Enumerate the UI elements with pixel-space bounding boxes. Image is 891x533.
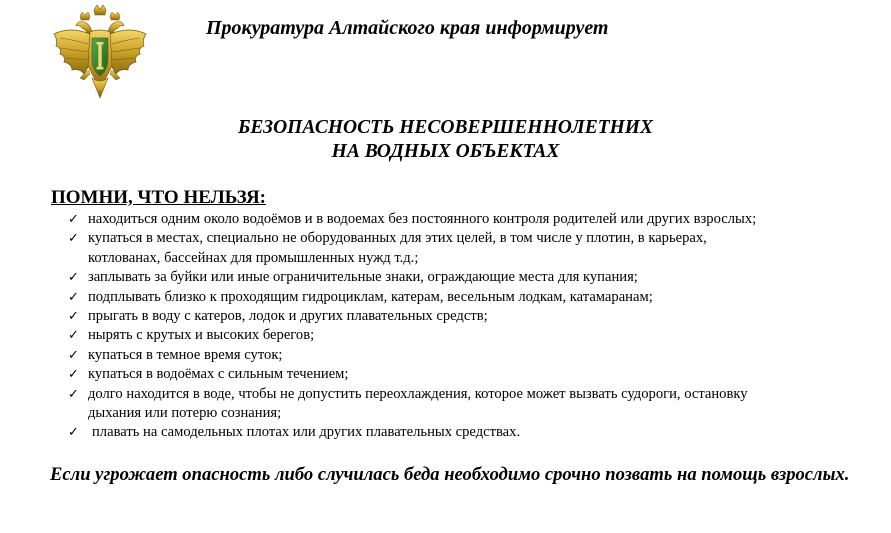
list-item-text: купаться в темное время суток; bbox=[88, 346, 283, 363]
checkmark-icon: ✓ bbox=[68, 328, 79, 344]
checkmark-icon: ✓ bbox=[68, 425, 79, 441]
header-title: Прокуратура Алтайского края информирует bbox=[206, 17, 609, 39]
checkmark-icon: ✓ bbox=[68, 347, 79, 363]
list-item-text-continued: дыхания или потерю сознания; bbox=[88, 405, 282, 422]
footer-note: Если угрожает опасность либо случилась беда необходимо срочно позвать на помощь взрослых. bbox=[50, 464, 850, 485]
list-item-text-continued: котлованах, бассейнах для промышленных нужд т.д.; bbox=[88, 249, 419, 266]
list-item-text: прыгать в воду с катеров, лодок и других плавательных средств; bbox=[88, 308, 488, 325]
section-heading: ПОМНИ, ЧТО НЕЛЬЗЯ: bbox=[51, 187, 266, 208]
checkmark-icon: ✓ bbox=[68, 231, 79, 247]
list-item bbox=[68, 423, 888, 442]
list-item-text: долго находится в воде, чтобы не допустить переохлаждения, которое может вызвать судороги, остановку bbox=[88, 385, 748, 402]
list-item bbox=[68, 365, 888, 384]
list-item bbox=[68, 268, 888, 287]
list-item bbox=[68, 346, 888, 365]
checkmark-icon: ✓ bbox=[68, 270, 79, 286]
checkmark-icon: ✓ bbox=[68, 212, 79, 227]
list-item bbox=[68, 385, 888, 424]
list-item-text: купаться в местах, специально не оборудованных для этих целей, в том числе у плотин, в карьерах, bbox=[88, 230, 707, 247]
list-item-text: плавать на самодельных плотах или других плавательных средствах. bbox=[92, 424, 521, 441]
checkmark-icon: ✓ bbox=[68, 289, 79, 305]
checkmark-icon: ✓ bbox=[68, 386, 79, 402]
checkmark-icon: ✓ bbox=[68, 367, 79, 383]
list-item bbox=[68, 326, 888, 345]
list-item bbox=[68, 229, 888, 268]
prosecutor-office-emblem-icon bbox=[50, 4, 150, 100]
list-item-text: нырять с крутых и высоких берегов; bbox=[88, 327, 315, 344]
list-item-text: находиться одним около водоёмов и в водоемах без постоянного контроля родителей или других взрослых; bbox=[88, 211, 757, 227]
main-title-line-1: БЕЗОПАСНОСТЬ НЕСОВЕРШЕННОЛЕТНИХ bbox=[238, 117, 653, 138]
main-title-line-2: НА ВОДНЫХ ОБЪЕКТАХ bbox=[331, 141, 560, 162]
list-item bbox=[68, 288, 888, 307]
rules-list bbox=[68, 210, 888, 443]
list-item-text: заплывать за буйки или иные ограничительные знаки, ограждающие места для купания; bbox=[88, 269, 638, 286]
list-item bbox=[68, 307, 888, 326]
list-item-text: подплывать близко к проходящим гидроциклам, катерам, весельным лодкам, катамаранам; bbox=[88, 288, 653, 305]
list-item bbox=[68, 210, 888, 229]
checkmark-icon: ✓ bbox=[68, 309, 79, 325]
list-item-text: купаться в водоёмах с сильным течением; bbox=[88, 366, 349, 383]
